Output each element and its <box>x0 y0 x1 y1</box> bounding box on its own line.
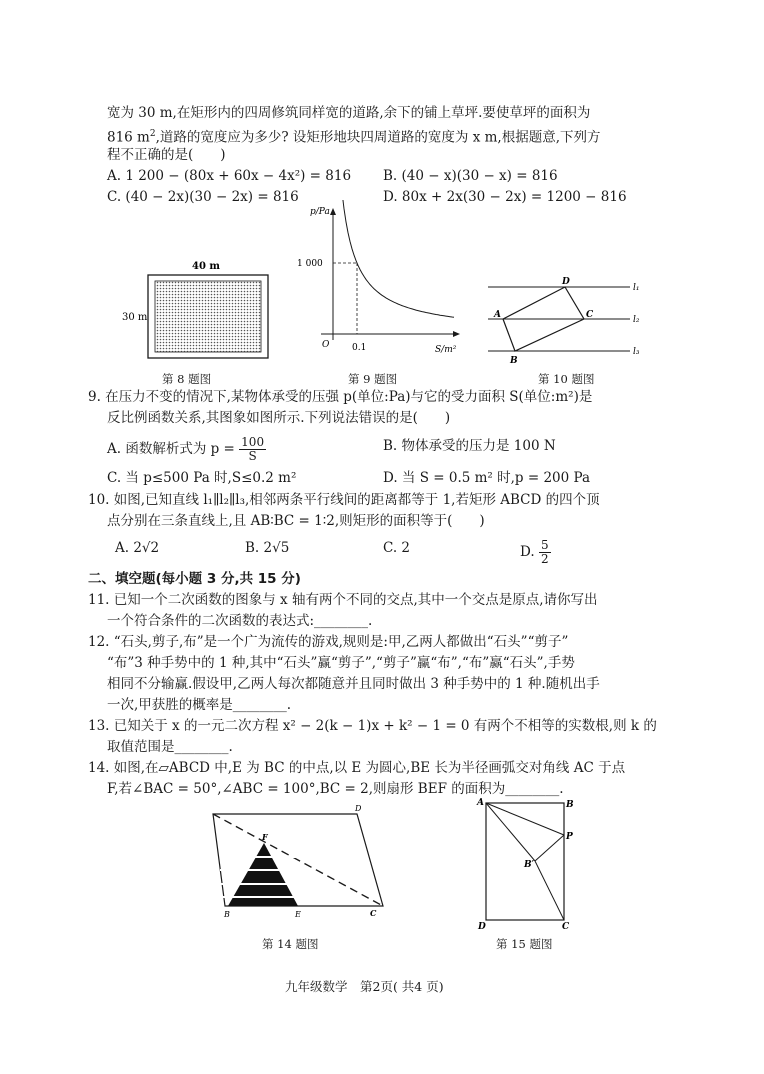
fig15-label-a: A <box>477 798 484 808</box>
section-fill-in-heading: 二、填空题(每小题 3 分,共 15 分) <box>88 571 301 587</box>
q8-option-d: D. 80x + 2x(30 − 2x) = 1200 − 816 <box>383 189 627 205</box>
fig10-label-l1: l₁ <box>633 283 640 293</box>
q11-line-1: 11. 已知一个二次函数的图象与 x 轴有两个不同的交点,其中一个交点是原点,请你写出 <box>88 592 598 608</box>
fig10-label-b: B <box>510 356 518 366</box>
q10-option-c: C. 2 <box>383 540 411 556</box>
q10-option-a: A. 2√2 <box>115 540 160 556</box>
figure-9 <box>295 200 465 362</box>
q9-line-2: 反比例函数关系,其图象如图所示.下列说法错误的是( ) <box>107 410 451 426</box>
q10-line-1: 10. 如图,已知直线 l₁∥l₂∥l₃,相邻两条平行线间的距离都等于 1,若矩形 ABCD 的四个顶 <box>88 492 600 508</box>
q12-line-3: 相同不分输赢.假设甲,乙两人每次都随意并且同时做出 3 种手势中的 1 种.随机出手 <box>107 676 600 692</box>
fig9-x-tick: 0.1 <box>352 343 367 353</box>
fig14-caption: 第 14 题图 <box>262 937 319 951</box>
fig8-height-label: 30 m <box>122 312 148 323</box>
q14-line-2: F,若∠BAC = 50°,∠ABC = 100°,BC = 2,则扇形 BEF 的面积为________. <box>107 781 564 797</box>
fig15-label-b: B <box>566 800 574 810</box>
q14-line-1: 14. 如图,在▱ABCD 中,E 为 BC 的中点,以 E 为圆心,BE 长为半径画弧交对角线 AC 于点 <box>88 760 626 776</box>
figure-8 <box>120 248 280 363</box>
fig9-x-label: S/m² <box>435 345 457 355</box>
q10-option-b: B. 2√5 <box>245 540 290 556</box>
figure-14 <box>200 800 395 925</box>
fig14-label-e: E <box>295 910 301 919</box>
fig15-segment-bpc <box>535 861 564 920</box>
q8-option-c: C. (40 − 2x)(30 − 2x) = 816 <box>107 189 299 205</box>
page-footer: 九年级数学 第2页( 共4 页) <box>285 979 444 994</box>
figure-15 <box>470 795 580 933</box>
fig14-label-d: D <box>355 804 362 813</box>
fig9-y-label: p/Pa <box>310 207 330 217</box>
fig8-width-label: 40 m <box>192 261 220 272</box>
q13-line-1: 13. 已知关于 x 的一元二次方程 x² − 2(k − 1)x + k² − 1 = 0 有两个不相等的实数根,则 k 的 <box>88 718 657 734</box>
fig15-label-p: P <box>566 832 573 842</box>
fig15-label-d: D <box>478 922 486 932</box>
fig15-label-b-prime: B′ <box>524 860 534 870</box>
q9-line-1: 9. 在压力不变的情况下,某物体承受的压强 p(单位:Pa)与它的受力面积 S(单位:m²)是 <box>88 389 593 405</box>
q8-line-3: 程不正确的是( ) <box>107 147 226 163</box>
q11-line-2: 一个符合条件的二次函数的表达式:________. <box>107 613 373 629</box>
fig15-segment-abp <box>486 803 535 861</box>
fig10-label-a: A <box>494 310 501 320</box>
q8-option-a: A. 1 200 − (80x + 60x − 4x²) = 816 <box>107 168 352 184</box>
fig14-label-f: F <box>262 832 268 842</box>
fig9-x-arrow <box>453 331 460 337</box>
fig14-label-b: B <box>224 910 230 919</box>
fig10-label-l3: l₃ <box>633 347 640 357</box>
fig15-label-c: C <box>562 922 570 932</box>
fig8-caption: 第 8 题图 <box>162 372 212 386</box>
fig14-label-c: C <box>370 908 377 918</box>
q9-option-a: A. 函数解析式为 p = $\frac{100}{S}$ <box>107 435 265 463</box>
q10-line-2: 点分别在三条直线上,且 AB∶BC = 1∶2,则矩形的面积等于( ) <box>107 513 485 529</box>
fig8-lawn <box>155 281 261 352</box>
figure-10 <box>480 272 645 367</box>
fig10-label-l2: l₂ <box>633 315 640 325</box>
q8-line-2: 816 $m^2$,道路的宽度应为多少? 设矩形地块四周道路的宽度为 x m,根据题意,下列方 <box>107 129 601 146</box>
fig15-segment-ap <box>486 803 564 835</box>
q10-option-d: D. $\frac{5}{2}$ <box>520 538 549 566</box>
fig9-y-tick: 1 000 <box>297 259 323 269</box>
q12-line-2: “布”3 种手势中的 1 种,其中“石头”赢“剪子”,“剪子”赢“布”,“布”赢“石头”,手势 <box>107 655 575 671</box>
q9-option-b: B. 物体承受的压力是 100 N <box>383 438 556 454</box>
fig10-label-d: D <box>562 277 570 287</box>
q8-option-b: B. (40 − x)(30 − x) = 816 <box>383 168 558 184</box>
fig9-caption: 第 9 题图 <box>348 372 398 386</box>
q12-line-4: 一次,甲获胜的概率是________. <box>107 697 292 713</box>
q9-option-d: D. 当 S = 0.5 m² 时,p = 200 Pa <box>383 470 591 486</box>
q13-line-2: 取值范围是________. <box>107 739 233 755</box>
q9-option-c: C. 当 p≤500 Pa 时,S≤0.2 m² <box>107 470 297 486</box>
q12-line-1: 12. “石头,剪子,布”是一个广为流传的游戏,规则是:甲,乙两人都做出“石头”“剪子” <box>88 634 569 650</box>
fig15-caption: 第 15 题图 <box>496 937 553 951</box>
fig10-caption: 第 10 题图 <box>538 372 595 386</box>
fig9-origin: O <box>322 340 330 350</box>
q8-line-1: 宽为 30 m,在矩形内的四周修筑同样宽的道路,余下的铺上草坪.要使草坪的面积为 <box>107 105 591 121</box>
fig10-label-c: C <box>586 310 594 320</box>
fig15-segment-bpp <box>535 835 564 861</box>
fig9-y-arrow <box>330 208 336 215</box>
